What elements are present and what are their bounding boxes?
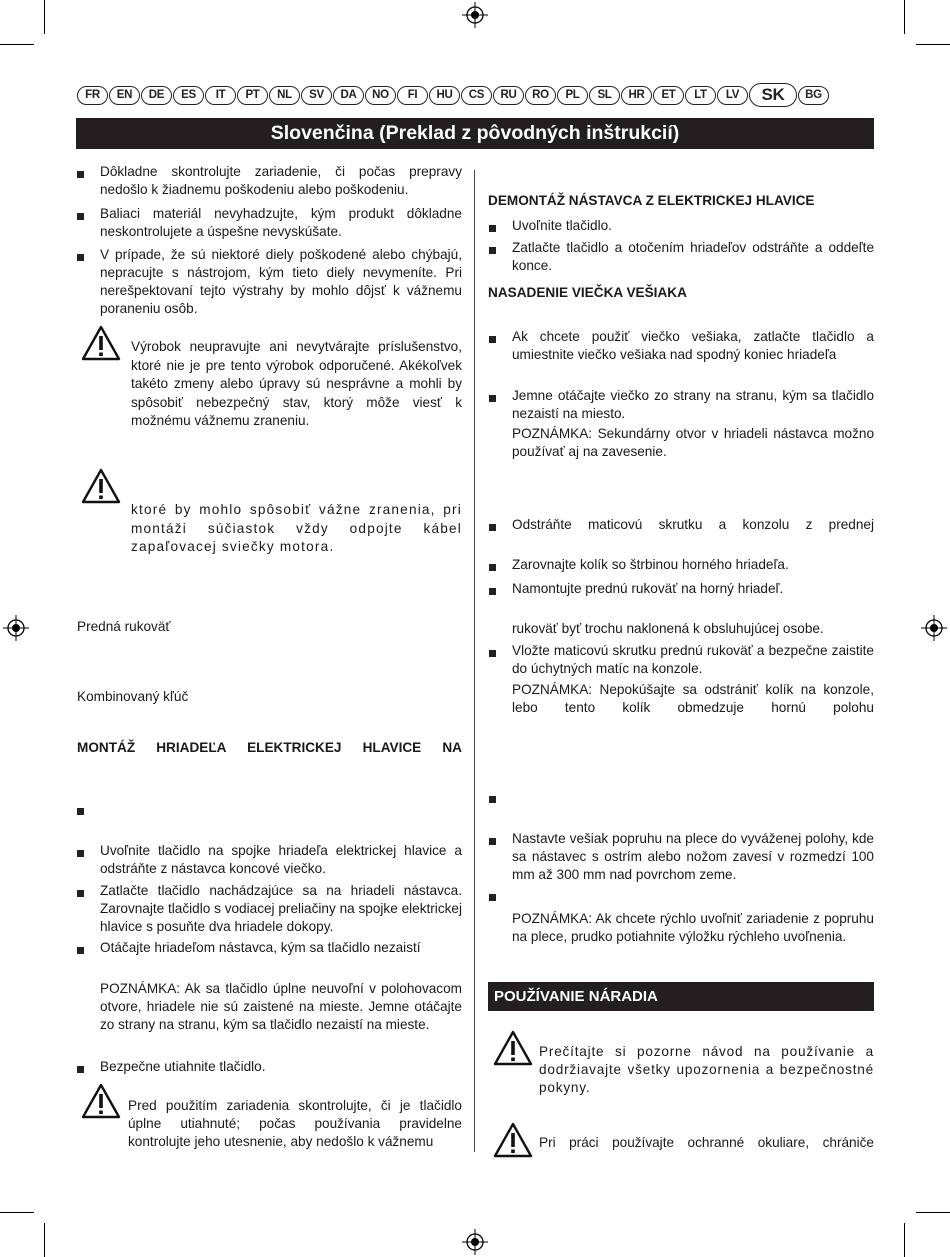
crop-mark bbox=[0, 44, 34, 45]
paragraph: Zatlačte tlačidlo a otočením hriadeľov odstráňte a oddeľte konce. bbox=[512, 240, 874, 273]
crop-mark bbox=[904, 1223, 905, 1257]
crop-mark bbox=[916, 44, 950, 45]
note: POZNÁMKA: Nepokúšajte sa odstrániť kolík na konzole, lebo tento kolík obmedzuje hornú polohu bbox=[512, 682, 874, 715]
paragraph: Otáčajte hriadeľom nástavca, kým sa tlačidlo nezaistí bbox=[100, 940, 421, 955]
paragraph: Vložte maticovú skrutku prednú rukoväť a bezpečne zaistite do úchytných matíc na konzole. bbox=[512, 643, 874, 676]
bullet-icon bbox=[489, 796, 496, 803]
part-label: Predná rukoväť bbox=[77, 619, 171, 634]
paragraph: V prípade, že sú niektoré diely poškodené alebo chýbajú, nepracujte s nástrojom, kým tieto diely nevymeníte. Pri nerešpektovaní tejto výstrahy by mohlo dôjsť k vážnemu poraneniu osôb. bbox=[100, 247, 462, 316]
paragraph: Uvoľnite tlačidlo. bbox=[512, 218, 612, 233]
language-tab[interactable]: DE bbox=[141, 86, 172, 105]
language-tab-active[interactable]: SK bbox=[749, 83, 797, 107]
language-tab[interactable]: LT bbox=[685, 86, 716, 105]
note: POZNÁMKA: Ak chcete rýchlo uvoľniť zariadenie z popruhu na plece, prudko potiahnite výložku rýchleho uvoľnenia. bbox=[512, 911, 874, 944]
language-tab[interactable]: LV bbox=[717, 86, 748, 105]
bullet-icon bbox=[489, 395, 496, 402]
paragraph: Dôkladne skontrolujte zariadenie, či počas prepravy nedošlo k žiadnemu poškodeniu alebo poškodeniu. bbox=[100, 164, 462, 197]
bullet-icon bbox=[489, 336, 496, 343]
language-tab[interactable]: FR bbox=[77, 86, 108, 105]
part-label: Kombinovaný kľúč bbox=[77, 689, 189, 704]
section-heading: NASADENIE VIEČKA VEŠIAKA bbox=[488, 285, 687, 300]
paragraph: rukoväť byť trochu naklonená k obsluhujúcej osobe. bbox=[512, 621, 824, 636]
language-tab[interactable]: ET bbox=[653, 86, 684, 105]
warning-icon bbox=[493, 1122, 533, 1158]
language-bar bbox=[77, 83, 874, 107]
crop-mark bbox=[44, 1223, 45, 1257]
language-tab[interactable]: NL bbox=[269, 86, 300, 105]
paragraph: Namontujte prednú rukoväť na horný hriadeľ. bbox=[512, 581, 784, 596]
language-tab[interactable]: ES bbox=[173, 86, 204, 105]
crop-mark bbox=[0, 1212, 34, 1213]
bullet-icon bbox=[489, 588, 496, 595]
bullet-icon bbox=[489, 838, 496, 845]
warning-text: Pred použitím zariadenia skontrolujte, či je tlačidlo úplne utiahnuté; počas používania pravidelne kontrolujte jeho utesnenie, aby nedošlo k vážnemu bbox=[128, 1098, 462, 1149]
section-heading: DEMONTÁŽ NÁSTAVCA Z ELEKTRICKEJ HLAVICE bbox=[488, 193, 815, 208]
language-tab[interactable]: RU bbox=[493, 86, 524, 105]
warning-icon bbox=[81, 325, 121, 361]
warning-icon bbox=[81, 468, 121, 504]
section-heading: MONTÁŽ HRIADEĽA ELEKTRICKEJ HLAVICE NA bbox=[77, 740, 462, 755]
paragraph: Baliaci materiál nevyhadzujte, kým produkt dôkladne neskontrolujete a úspešne nevyskúšate. bbox=[100, 206, 462, 239]
warning-text: Výrobok neupravujte ani nevytvárajte príslušenstvo, ktoré nie je pre tento výrobok odporučené. Akékoľvek takéto zmeny alebo úpravy sú nesprávne a mohli by spôsobiť nebezpečný stav, ktorý môže viesť k možnému vážnemu zraneniu. bbox=[131, 339, 462, 428]
bullet-icon bbox=[77, 890, 84, 897]
bullet-icon bbox=[77, 171, 84, 178]
bullet-icon bbox=[77, 850, 84, 857]
registration-mark-icon bbox=[3, 615, 29, 641]
language-tab[interactable]: EN bbox=[109, 86, 140, 105]
registration-mark-icon bbox=[462, 1229, 488, 1255]
crop-mark bbox=[916, 1212, 950, 1213]
language-tab[interactable]: SL bbox=[589, 86, 620, 105]
language-tab[interactable]: NO bbox=[365, 86, 396, 105]
language-tab[interactable]: HR bbox=[621, 86, 652, 105]
registration-mark-icon bbox=[462, 2, 488, 28]
language-tab[interactable]: SV bbox=[301, 86, 332, 105]
bullet-icon bbox=[77, 808, 84, 815]
warning-icon bbox=[81, 1083, 121, 1119]
crop-mark bbox=[904, 0, 905, 34]
language-tab[interactable]: PT bbox=[237, 86, 268, 105]
bullet-icon bbox=[489, 225, 496, 232]
language-tab[interactable]: IT bbox=[205, 86, 236, 105]
paragraph: Bezpečne utiahnite tlačidlo. bbox=[100, 1059, 266, 1074]
bullet-icon bbox=[489, 650, 496, 657]
paragraph: Nastavte vešiak popruhu na plece do vyváženej polohy, kde sa nástavec s ostrím alebo nožom zavesí v rozmedzí 100 mm až 300 mm nad povrchom zeme. bbox=[512, 831, 874, 882]
paragraph: Ak chcete použiť viečko vešiaka, zatlačte tlačidlo a umiestnite viečko vešiaka nad spodný koniec hriadeľa bbox=[512, 329, 874, 362]
page-title: Slovenčina (Preklad z pôvodných inštrukcií) bbox=[76, 118, 874, 149]
bullet-icon bbox=[77, 1066, 84, 1073]
warning-icon bbox=[493, 1030, 533, 1066]
crop-mark bbox=[44, 0, 45, 34]
warning-text: Pri práci používajte ochranné okuliare, chrániče bbox=[539, 1135, 874, 1150]
bullet-icon bbox=[489, 564, 496, 571]
registration-mark-icon bbox=[921, 615, 947, 641]
bullet-icon bbox=[77, 213, 84, 220]
bullet-icon bbox=[77, 254, 84, 261]
paragraph: Odstráňte maticovú skrutku a konzolu z prednej bbox=[512, 517, 874, 532]
language-tab[interactable]: CS bbox=[461, 86, 492, 105]
note: POZNÁMKA: Ak sa tlačidlo úplne neuvoľní v polohovacom otvore, hriadele nie sú zaistené na mieste. Jemne otáčajte zo strany na stranu, kým sa tlačidlo nezaistí na mieste. bbox=[100, 981, 462, 1032]
language-tab[interactable]: FI bbox=[397, 86, 428, 105]
bullet-icon bbox=[77, 947, 84, 954]
language-tab[interactable]: BG bbox=[798, 86, 829, 105]
language-tab[interactable]: PL bbox=[557, 86, 588, 105]
warning-text: Prečítajte si pozorne návod na používanie a dodržiavajte všetky upozornenia a bezpečnostné pokyny. bbox=[539, 1044, 874, 1095]
bullet-icon bbox=[489, 894, 496, 901]
language-tab[interactable]: DA bbox=[333, 86, 364, 105]
column-divider bbox=[474, 170, 475, 1152]
language-tab[interactable]: RO bbox=[525, 86, 556, 105]
language-tab[interactable]: HU bbox=[429, 86, 460, 105]
paragraph: Zatlačte tlačidlo nachádzajúce sa na hriadeli nástavca. Zarovnajte tlačidlo s vodiacej preliačiny na spojke elektrickej hlavice s posuňte dva hriadele dokopy. bbox=[100, 883, 462, 934]
paragraph: Uvoľnite tlačidlo na spojke hriadeľa elektrickej hlavice a odstráňte z nástavca koncové viečko. bbox=[100, 843, 462, 876]
note: POZNÁMKA: Sekundárny otvor v hriadeli nástavca možno používať aj na zavesenie. bbox=[512, 426, 874, 459]
bullet-icon bbox=[489, 524, 496, 531]
bullet-icon bbox=[489, 247, 496, 254]
paragraph: Jemne otáčajte viečko zo strany na stranu, kým sa tlačidlo nezaistí na miesto. bbox=[512, 388, 874, 421]
section-heading-bar: POUŽÍVANIE NÁRADIA bbox=[488, 982, 874, 1011]
paragraph: Zarovnajte kolík so štrbinou horného hriadeľa. bbox=[512, 557, 789, 572]
warning-text: ktoré by mohlo spôsobiť vážne zranenia, pri montáži súčiastok vždy odpojte kábel zapaľovacej sviečky motora. bbox=[131, 502, 462, 554]
